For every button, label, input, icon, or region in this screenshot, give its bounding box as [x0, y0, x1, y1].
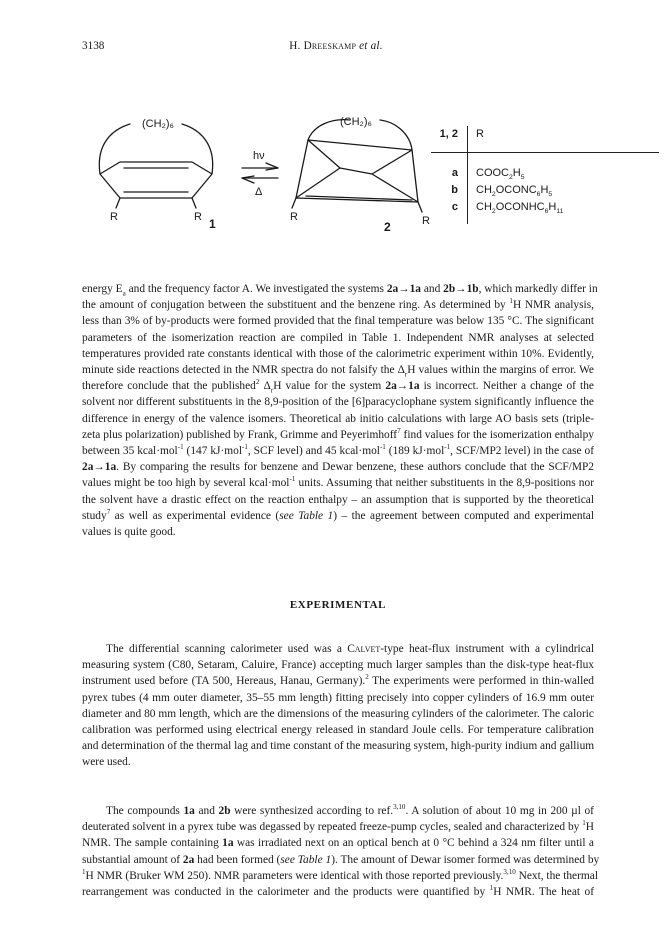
table-row	[428, 184, 658, 200]
text-line: NMR. The sample containing 1a was irradiated next on an optical bench at 0 °C behind a 324 nm filter until a	[82, 837, 594, 850]
text-line: values is quite good.	[82, 526, 176, 539]
text-line: minute side reactions detected in the NMR spectra do not falsify the $\Delta_rH$ values within the margins of error. We	[82, 364, 594, 379]
text-line: The differential scanning calorimeter used was a Calvet-type heat-flux instrument with a cylindrical	[106, 643, 595, 655]
text-line: less than 3% of by-products were formed provided that the final temperature was below 135 °C. The significant	[82, 315, 594, 328]
text-line: the amount of conjugation between the substituent and the benzene ring. As determined by $^1$H NMR analysis,	[82, 297, 595, 312]
table-row	[428, 201, 658, 217]
text-line: diameter and 80 mm length, which are the dimensions of the measuring cylinders of the calorimeter. The caloric	[82, 707, 594, 720]
text-line: zeta plus polarization) published by Frank, Grimme and Peyerimhoff$^7$ find values for the isomerization enthalpy	[82, 427, 594, 441]
paragraph-synthesis	[82, 803, 600, 900]
text-line: difference in energy of the valence isomers. Theoretical ab initio calculations with large AO basis sets (triple-	[82, 412, 594, 425]
text-line: values might be too high by several kcal·mol$^{-1}$ units. Assuming that neither substituents in the 8,9-positions nor	[82, 475, 594, 490]
table-header-value: R	[476, 128, 484, 140]
table-header-key: 1, 2	[439, 128, 458, 140]
substituent-r-2a: R	[290, 211, 298, 223]
reaction-scheme	[82, 104, 592, 244]
text-line: measuring system (C80, Setaram, Caluire, France) accepting much larger samples than the disk-type heat-flux	[82, 659, 594, 672]
substituent-r-1a: R	[110, 211, 118, 223]
text-line: The compounds 1a and 2b were synthesized according to ref.$^{3,10}$. A solution of about 10 mg in 200 µl of	[106, 803, 594, 817]
text-line: pyrex tubes (4 mm outer diameter, 35–55 mm length) fitting precisely into copper cylinders of 16.9 mm outer	[82, 691, 594, 704]
text-line: between 35 kcal·mol$^{-1}$ (147 kJ·mol$^{-1}$, SCF level) and 45 kcal·mol$^{-1}$ (189 kJ·mol$^{-1}$, SCF/MP2 level) in the case of	[82, 443, 594, 458]
author-surname: Dreeskamp	[303, 40, 357, 52]
author-suffix: et al.	[359, 40, 383, 52]
text-line: calibration was performed using electrical energy released in standard Joule cells. For temperature calibration	[82, 724, 594, 737]
compound-label-1: 1	[209, 217, 216, 231]
table-header-row	[428, 128, 658, 148]
bridge-label-1: (CH₂)₆	[142, 118, 174, 130]
text-line: rearrangement was conducted in the calorimeter and the products were quantified by $^1$H NMR. The heat of	[82, 884, 594, 899]
bridge-label-2: (CH₂)₆	[340, 116, 372, 128]
delta-label: Δ	[255, 186, 263, 198]
table-row	[428, 167, 658, 183]
text-line: 2a→1a. By comparing the results for benzene and Dewar benzene, these authors conclude that the SCF/MP2	[82, 461, 594, 474]
dewar-face-left	[296, 140, 340, 198]
paragraph-calorimeter	[82, 641, 594, 771]
running-header	[82, 40, 590, 56]
hv-label: hν	[253, 150, 265, 162]
dewar-face-right	[372, 150, 418, 202]
running-title	[82, 40, 590, 52]
text-line: energy $E_a$ and the frequency factor A. We investigated the systems 2a→1a and 2b→1b, which markedly differ in	[82, 283, 598, 298]
text-line: study$^7$ as well as experimental evidence (see Table 1) – the agreement between computed and experimental	[82, 508, 594, 522]
substituent-r-1b: R	[194, 211, 202, 223]
row-value: $CH_2OCONHC_6H_{11}$	[476, 201, 564, 216]
text-line: were used.	[82, 756, 131, 769]
page-number: 3138	[82, 40, 105, 52]
text-line: temperatures provided rate constants identical with those of the calorimetric experiment within 10%. Evidently,	[82, 347, 594, 360]
substituent-r-2b: R	[422, 215, 430, 227]
bridge-right-1	[182, 124, 213, 174]
row-key: c	[451, 201, 458, 213]
text-line: $^1$H NMR (Bruker WM 250). NMR parameters were identical with those reported previously.$^{3,10}$ Next, the thermal	[82, 868, 598, 882]
row-value: $COOC_2H_5$	[476, 167, 525, 182]
text-line: substantial amount of 2a had been formed (see Table 1). The amount of Dewar isomer formed was determined by	[82, 853, 600, 866]
bridge-left-1	[99, 124, 130, 174]
paragraph-results	[82, 281, 598, 540]
text-line: and determination of the thermal lag and time constant of the measuring system, high-purity indium and gallium	[82, 740, 595, 753]
text-line: the solvent have a drastic effect on the reaction enthalpy – an assumption that is supported by the theoretical	[82, 493, 594, 506]
author-initial: H.	[289, 40, 301, 52]
text-line: parameters of the isomerization reaction are compiled in Table 1. Independent NMR analyses at selected	[82, 331, 594, 344]
text-line: therefore conclude that the published$^2$ $\Delta_rH$ value for the system 2a→1a is incorrect. Neither a change of the	[82, 378, 594, 395]
row-key: a	[451, 167, 458, 179]
bridge-right-2	[380, 120, 412, 150]
table-divider-horizontal	[431, 152, 659, 153]
row-value: $CH_2OCONC_6H_5$	[476, 184, 553, 199]
text-line: instrument used before (TA 500, Hereaus, Hanau, Germany).$^2$ The experiments were performed in thin-walled	[82, 673, 594, 688]
compound-label-2: 2	[384, 220, 391, 234]
section-heading-experimental: EXPERIMENTAL	[289, 599, 387, 611]
row-key: b	[451, 184, 458, 196]
text-line: deuterated solvent in a pyrex tube was degassed by repeated freeze-pump cycles, sealed and characterized by $^1$H	[82, 819, 594, 834]
text-line: solvent nor different substituents in the 8,9-position of the [6]paracyclophane system significantly influence the	[82, 396, 594, 409]
